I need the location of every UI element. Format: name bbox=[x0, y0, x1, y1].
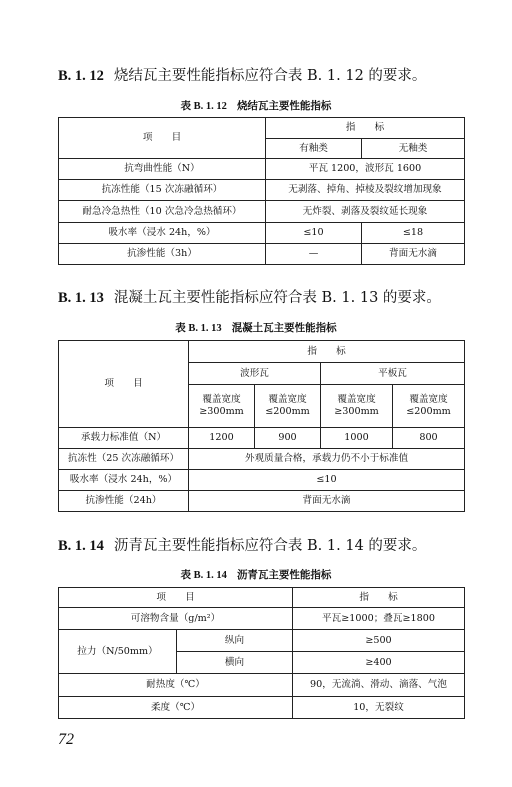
table-title: 混凝土瓦主要性能指标 bbox=[231, 322, 337, 334]
table-b-1-13 bbox=[58, 340, 465, 512]
clause-number: B. 1. 14 bbox=[58, 538, 104, 554]
row-item: 吸水率（浸水 24h，%） bbox=[59, 223, 266, 244]
table-title: 沥青瓦主要性能指标 bbox=[236, 569, 332, 581]
header-glazed: 有釉类 bbox=[266, 139, 362, 159]
row-value: ≤10 bbox=[189, 470, 465, 491]
header-item: 项 目 bbox=[59, 118, 266, 159]
row-subitem: 横向 bbox=[177, 652, 293, 674]
row-value-unglazed: ≤18 bbox=[362, 223, 465, 244]
row-value: 平瓦 1200，波形瓦 1600 bbox=[266, 159, 465, 180]
header-cover-width: 覆盖宽度 ≤200mm bbox=[255, 385, 321, 428]
table-row bbox=[59, 449, 465, 470]
table-row bbox=[59, 491, 465, 512]
clause-text: 烧结瓦主要性能指标应符合表 B. 1. 12 的要求。 bbox=[113, 68, 427, 84]
row-item: 柔度（℃） bbox=[59, 697, 293, 719]
row-value: 无剥落、掉角、掉棱及裂纹增加现象 bbox=[266, 180, 465, 201]
header-flat-tile: 平板瓦 bbox=[321, 363, 465, 385]
clause-b-1-12 bbox=[58, 67, 478, 85]
header-unglazed: 无釉类 bbox=[362, 139, 465, 159]
clause-number: B. 1. 13 bbox=[58, 290, 104, 306]
header-index: 指 标 bbox=[266, 118, 465, 139]
clause-b-1-13 bbox=[58, 289, 478, 307]
table-row bbox=[59, 201, 465, 223]
header-cover-width: 覆盖宽度 ≤200mm bbox=[393, 385, 465, 428]
row-value-unglazed: 背面无水滴 bbox=[362, 244, 465, 265]
row-value-glazed: — bbox=[266, 244, 362, 265]
header-cover-width: 覆盖宽度 ≥300mm bbox=[189, 385, 255, 428]
table-row bbox=[59, 180, 465, 201]
row-value: 外观质量合格，承载力仍不小于标准值 bbox=[189, 449, 465, 470]
row-item: 抗弯曲性能（N） bbox=[59, 159, 266, 180]
table-title: 烧结瓦主要性能指标 bbox=[236, 100, 332, 112]
row-item: 耐热度（℃） bbox=[59, 674, 293, 697]
row-value-glazed: ≤10 bbox=[266, 223, 362, 244]
table-number: 表 B. 1. 12 bbox=[180, 101, 227, 112]
row-value: 900 bbox=[255, 428, 321, 449]
row-item: 可溶物含量（g/m²） bbox=[59, 608, 293, 630]
row-value: 90，无流淌、滑动、滴落、气泡 bbox=[293, 674, 465, 697]
header-cover-width: 覆盖宽度 ≥300mm bbox=[321, 385, 393, 428]
table-row bbox=[59, 428, 465, 449]
table-row bbox=[59, 674, 465, 697]
table-b-1-12 bbox=[58, 117, 465, 265]
header-item: 项 目 bbox=[59, 588, 293, 608]
clause-text: 沥青瓦主要性能指标应符合表 B. 1. 14 的要求。 bbox=[113, 538, 427, 554]
header-index: 指 标 bbox=[293, 588, 465, 608]
row-item: 抗冻性能（15 次冻融循环） bbox=[59, 180, 266, 201]
row-value: 1000 bbox=[321, 428, 393, 449]
row-value: 平瓦≥1000；叠瓦≥1800 bbox=[293, 608, 465, 630]
row-item: 吸水率（浸水 24h，%） bbox=[59, 470, 189, 491]
row-item: 抗冻性（25 次冻融循环） bbox=[59, 449, 189, 470]
row-value: 10，无裂纹 bbox=[293, 697, 465, 719]
row-item: 抗渗性能（24h） bbox=[59, 491, 189, 512]
table-row bbox=[59, 697, 465, 719]
row-value: 背面无水滴 bbox=[189, 491, 465, 512]
table-row bbox=[59, 470, 465, 491]
row-item: 耐急冷急热性（10 次急冷急热循环） bbox=[59, 201, 266, 223]
table-caption-b-1-12 bbox=[0, 98, 512, 113]
row-item: 抗渗性能（3h） bbox=[59, 244, 266, 265]
table-row bbox=[59, 608, 465, 630]
header-item: 项 目 bbox=[59, 341, 189, 428]
header-index: 指 标 bbox=[189, 341, 465, 363]
table-number: 表 B. 1. 13 bbox=[175, 323, 222, 334]
table-row bbox=[59, 159, 465, 180]
row-subitem: 纵向 bbox=[177, 630, 293, 652]
table-row bbox=[59, 630, 465, 652]
clause-number: B. 1. 12 bbox=[58, 68, 104, 84]
row-value: ≥400 bbox=[293, 652, 465, 674]
clause-text: 混凝土瓦主要性能指标应符合表 B. 1. 13 的要求。 bbox=[113, 290, 441, 306]
page-number: 72 bbox=[58, 731, 74, 748]
header-wave-tile: 波形瓦 bbox=[189, 363, 321, 385]
table-b-1-14 bbox=[58, 587, 465, 719]
row-value: ≥500 bbox=[293, 630, 465, 652]
row-value: 800 bbox=[393, 428, 465, 449]
row-item: 拉力（N/50mm） bbox=[59, 630, 177, 674]
table-row bbox=[59, 223, 465, 244]
table-caption-b-1-13 bbox=[0, 320, 512, 335]
clause-b-1-14 bbox=[58, 537, 478, 555]
table-number: 表 B. 1. 14 bbox=[180, 570, 227, 581]
row-item: 承载力标准值（N） bbox=[59, 428, 189, 449]
row-value: 无炸裂、剥落及裂纹延长现象 bbox=[266, 201, 465, 223]
table-caption-b-1-14 bbox=[0, 567, 512, 582]
table-row bbox=[59, 244, 465, 265]
row-value: 1200 bbox=[189, 428, 255, 449]
